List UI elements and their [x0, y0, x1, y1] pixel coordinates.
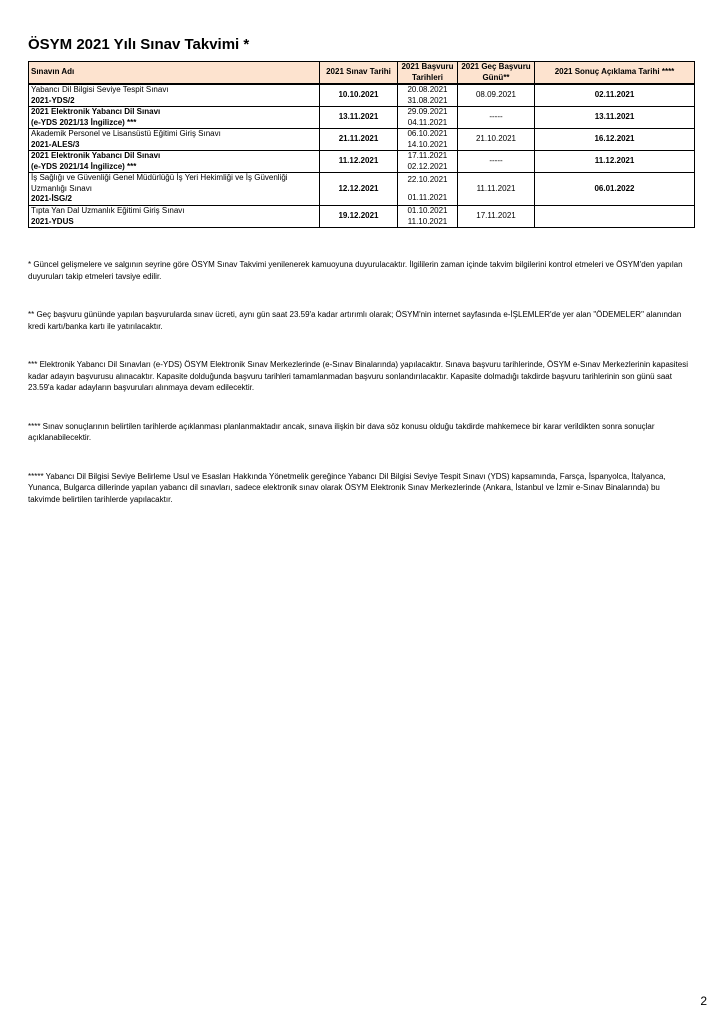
late-application-cell: ----- — [458, 107, 535, 129]
late-application-cell: 17.11.2021 — [458, 206, 535, 228]
header-application-dates: 2021 Başvuru Tarihleri — [398, 62, 458, 85]
footnotes — [28, 259, 694, 532]
result-date-cell: 16.12.2021 — [535, 129, 695, 151]
result-date-cell: 02.11.2021 — [535, 84, 695, 107]
exam-date-cell: 13.11.2021 — [320, 107, 398, 129]
footnote-1: * Güncel gelişmelere ve salgının seyrine göre ÖSYM Sınav Takvimi yenilenerek kamuoyuna duyurulacaktır. İlgililerin zaman içinde takvim bilgilerini kontrol etmeleri ve ÖSYM'den yapılan duyuruları takip etmeleri tavsiye edilir. — [28, 260, 683, 281]
table-row — [29, 129, 695, 151]
application-dates-cell: 06.10.2021 14.10.2021 — [398, 129, 458, 151]
footnote-3: *** Elektronik Yabancı Dil Sınavları (e-YDS) ÖSYM Elektronik Sınav Merkezlerinde (e-Sınav Binalarında) yapılacaktır. Sınava başvuru tarihlerinde, ÖSYM e-Sınav Merkezlerinin kapasitesi kadar adayın başvurusu alınacaktır. Kapasite dolduğunda başvuru tarihleri tamamlanmadan başvuru sonlandırılacaktır. Kapasite dolmadığı takdirde başvuru tarihlerinin son günü saat 23.59'a kadar adayların başvuruları alınmaya devam edilecektir. — [28, 360, 688, 392]
exam-schedule-table — [28, 61, 695, 228]
application-dates-cell: 01.10.2021 11.10.2021 — [398, 206, 458, 228]
table-row — [29, 84, 695, 107]
exam-name-cell: 2021 Elektronik Yabancı Dil Sınavı (e-YDS 2021/14 İngilizce) *** — [29, 151, 320, 173]
exam-name-cell: 2021 Elektronik Yabancı Dil Sınavı (e-YDS 2021/13 İngilizce) *** — [29, 107, 320, 129]
exam-date-cell: 10.10.2021 — [320, 84, 398, 107]
header-exam-name: Sınavın Adı — [29, 62, 320, 85]
page-number: 2 — [700, 994, 707, 1008]
table-header-row — [29, 62, 695, 85]
header-exam-date: 2021 Sınav Tarihi — [320, 62, 398, 85]
exam-name-cell: Tıpta Yan Dal Uzmanlık Eğitimi Giriş Sınavı 2021-YDUS — [29, 206, 320, 228]
footnote-5: ***** Yabancı Dil Bilgisi Seviye Belirleme Usul ve Esasları Hakkında Yönetmelik gereğince Yabancı Dil Bilgisi Seviye Tespit Sınavı (YDS) kapsamında, Farsça, İspanyolca, İtalyanca, Yunanca, Bulgarca dillerinde yapılan yabancı dil sınavları, sadece elektronik sınav olarak ÖSYM Elektronik Sınav Merkezlerinde (Ankara, İstanbul ve İzmir e-Sınav Binalarında) bu takvimde belirtilen tarihlerde yapılacaktır. — [28, 471, 666, 504]
table-row — [29, 151, 695, 173]
header-late-application: 2021 Geç Başvuru Günü** — [458, 62, 535, 85]
exam-name-cell: Yabancı Dil Bilgisi Seviye Tespit Sınavı 2021-YDS/2 — [29, 84, 320, 107]
result-date-cell — [535, 206, 695, 228]
exam-date-cell: 21.11.2021 — [320, 129, 398, 151]
late-application-cell: ----- — [458, 151, 535, 173]
application-dates-cell: 22.10.2021 01.11.2021 — [398, 173, 458, 206]
late-application-cell: 11.11.2021 — [458, 173, 535, 206]
late-application-cell: 08.09.2021 — [458, 84, 535, 107]
application-dates-cell: 20.08.2021 31.08.2021 — [398, 84, 458, 107]
exam-date-cell: 12.12.2021 — [320, 173, 398, 206]
footnote-2: ** Geç başvuru gününde yapılan başvurularda sınav ücreti, aynı gün saat 23.59'a kadar artırımlı olarak; ÖSYM'nin internet sayfasında e-İŞLEMLER'de yer alan "ÖDEMELER" alanından kredi kartı/banka kartı ile yatırılacaktır. — [28, 310, 682, 331]
table-row — [29, 173, 695, 206]
application-dates-cell: 17.11.2021 02.12.2021 — [398, 151, 458, 173]
result-date-cell: 11.12.2021 — [535, 151, 695, 173]
exam-name-cell: İş Sağlığı ve Güvenliği Genel Müdürlüğü İş Yeri Hekimliği ve İş Güvenliği Uzmanlığı Sınavı 2021-İSG/2 — [29, 173, 320, 206]
table-row — [29, 206, 695, 228]
application-dates-cell: 29.09.2021 04.11.2021 — [398, 107, 458, 129]
page-title: ÖSYM 2021 Yılı Sınav Takvimi * — [28, 36, 250, 53]
exam-date-cell: 19.12.2021 — [320, 206, 398, 228]
exam-date-cell: 11.12.2021 — [320, 151, 398, 173]
late-application-cell: 21.10.2021 — [458, 129, 535, 151]
exam-name-cell: Akademik Personel ve Lisansüstü Eğitimi Giriş Sınavı 2021-ALES/3 — [29, 129, 320, 151]
header-result-date: 2021 Sonuç Açıklama Tarihi **** — [535, 62, 695, 85]
result-date-cell: 06.01.2022 — [535, 173, 695, 206]
table-row — [29, 107, 695, 129]
result-date-cell: 13.11.2021 — [535, 107, 695, 129]
footnote-4: **** Sınav sonuçlarının belirtilen tarihlerde açıklanması planlanmaktadır ancak, sınava ilişkin bir dava söz konusu olduğu takdirde mahkemece bir karar verildikten sonra sonuçlar açıklanabilecektir. — [28, 421, 655, 442]
